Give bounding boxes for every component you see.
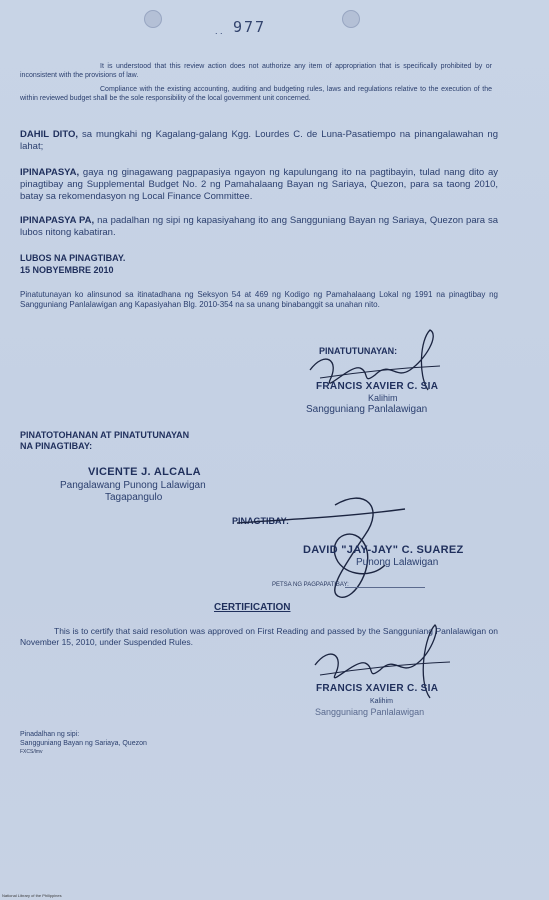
attested-title-1: Pangalawang Punong Lalawigan <box>60 480 206 491</box>
approved-title-1: Punong Lalawigan <box>356 557 439 568</box>
certification-body: This is to certify that said resolution was approved on First Reading and passed by the Sangguniang Panlalawigan on November 15, 2010, under Suspended Rules. <box>20 626 498 647</box>
approved-name: DAVID "JAY-JAY" C. SUAREZ <box>303 544 464 556</box>
attested-label-2: NA PINAGTIBAY: <box>20 441 93 451</box>
certification-heading: CERTIFICATION <box>214 602 291 613</box>
certified-label: PINATUTUNAYAN: <box>319 346 398 356</box>
approved-date: 15 NOBYEMBRE 2010 <box>20 265 114 275</box>
certified-title-2: Sangguniang Panlalawigan <box>306 404 428 415</box>
paragraph-ipinapasya-pa <box>20 215 498 239</box>
attested-title-2: Tagapangulo <box>105 492 163 503</box>
paragraph-dahil-dito <box>20 129 498 153</box>
paragraph-compliance: Compliance with the existing accounting, auditing and budgeting rules, laws and regulations relative to the execution of the within reviewed budget shall be the sole responsibility of the local government unit concerned. <box>20 86 492 102</box>
approved-label: PINAGTIBAY: <box>232 516 290 526</box>
certification-signer-name: FRANCIS XAVIER C. SIA <box>316 683 439 694</box>
certified-title-1: Kalihim <box>368 393 398 403</box>
scan-footer: National Library of the Philippines <box>2 893 62 898</box>
ipinapasya-pa-text: na padalhan ng sipi ng kapasiyahang ito ang Sangguniang Bayan ng Sariaya, Quezon para sa lubos nitong kabatiran. <box>20 215 498 238</box>
punch-hole-left <box>144 10 162 28</box>
approved-line-1: LUBOS NA PINAGTIBAY. <box>20 253 126 263</box>
header-dots: . . <box>215 26 223 36</box>
ipinapasya-text: gaya ng ginagawang pagpapasiya ngayon ng kapulungang ito na pagtibayin, tulad nang dito ay pinagtibay ang Supplemental Budget No. 2 ng Pamahalaang Bayan ng Sariaya, Quezon, para sa taong 2010, batay sa rekomendasyon ng Local Finance Committee. <box>20 167 498 202</box>
footer-copy-furnished: Pinadalhan ng sipi: <box>20 731 80 738</box>
footer-initials: FXCS/lmv <box>20 749 43 755</box>
certification-signer-title-1: Kalihim <box>370 698 393 705</box>
attested-name: VICENTE J. ALCALA <box>88 466 201 478</box>
page-number: 977 <box>233 18 267 36</box>
ipinapasya-lead: IPINAPASYA, <box>20 167 80 178</box>
certified-name: FRANCIS XAVIER C. SIA <box>316 381 439 392</box>
paragraph-certifying: Pinatutunayan ko alinsunod sa itinatadhana ng Seksyon 54 at 469 ng Kodigo ng Pamahalaang Lokal ng 1991 na pinagtibay ng Sangguniang Panlalawigan ang Kapasiyahan Blg. 2010-354 na sa unang binabanggit sa unahan nito. <box>20 290 498 309</box>
approval-date-label: PETSA NG PAGPAPATIBAY: <box>272 582 349 588</box>
approval-date-line <box>345 587 425 588</box>
paragraph-review-action: It is understood that this review action does not authorize any item of appropriation that is specifically prohibited by or inconsistent with the provisions of law. <box>20 63 492 79</box>
punch-hole-right <box>342 10 360 28</box>
paragraph-ipinapasya <box>20 167 498 203</box>
attested-label-1: PINATOTOHANAN AT PINATUTUNAYAN <box>20 430 190 440</box>
certification-signer-title-2: Sangguniang Panlalawigan <box>315 707 425 717</box>
ipinapasya-pa-lead: IPINAPASYA PA, <box>20 215 95 226</box>
footer-recipient: Sangguniang Bayan ng Sariaya, Quezon <box>20 740 147 747</box>
dahil-dito-lead: DAHIL DITO, <box>20 129 78 140</box>
dahil-dito-text: sa mungkahi ng Kagalang-galang Kgg. Lourdes C. de Luna-Pasatiempo na pinangalawahan ng lahat; <box>20 129 498 152</box>
